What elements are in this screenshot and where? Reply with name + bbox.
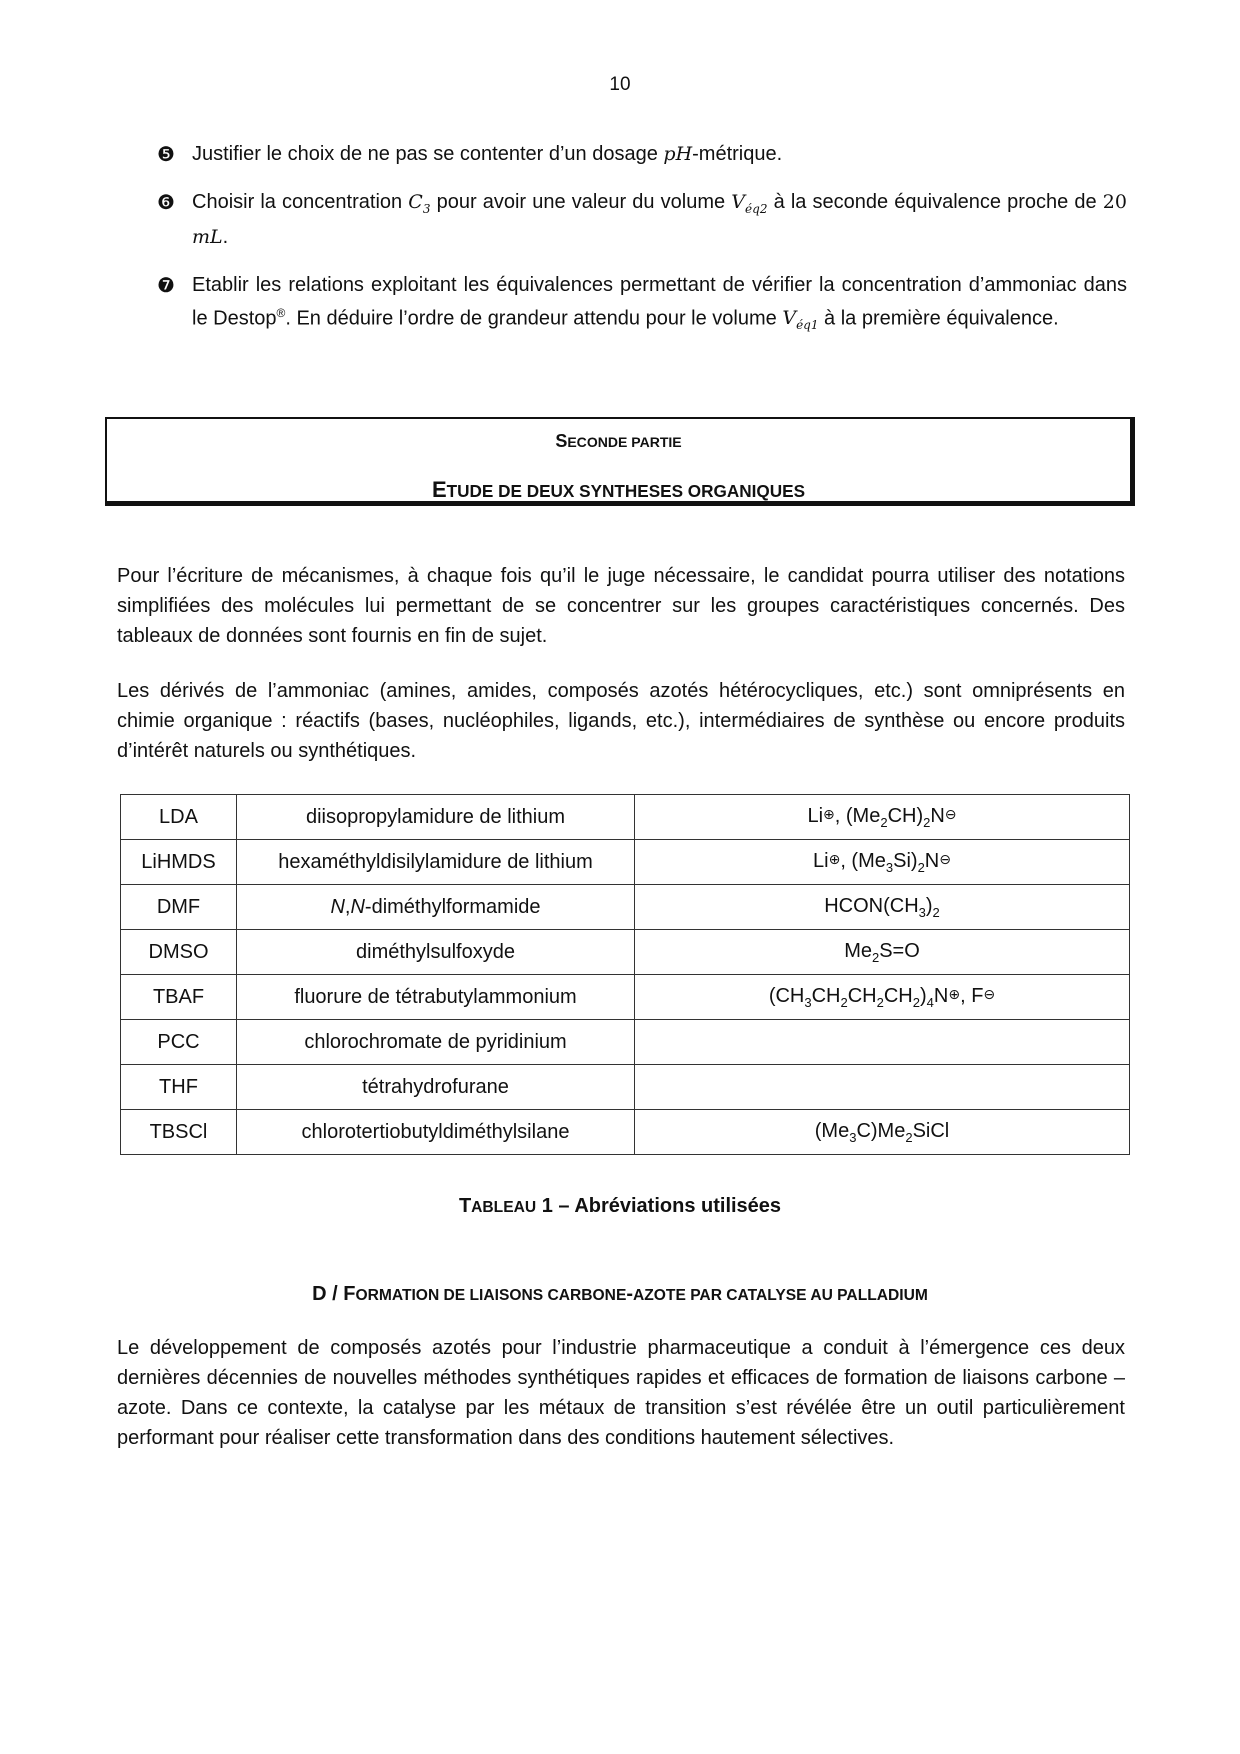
sub: 4 (926, 994, 934, 1010)
abbr-cell: TBAF (121, 975, 237, 1020)
sub: 3 (885, 859, 894, 875)
sub: 2 (917, 859, 925, 875)
text: à la seconde équivalence proche de (767, 191, 1103, 213)
f: C)Me (856, 1119, 906, 1142)
formula-cell (635, 795, 1130, 840)
formula-cell (635, 840, 1130, 885)
text: . (222, 225, 229, 248)
formula-cell (635, 930, 1130, 975)
math-symbol: V (731, 191, 746, 213)
question-list (157, 140, 1127, 359)
abbr-cell: DMF (121, 885, 237, 930)
sub: 2 (840, 994, 848, 1010)
table-row (121, 840, 1130, 885)
f: CH) (887, 804, 924, 827)
f: (Me (814, 1119, 850, 1142)
f: CH (847, 984, 877, 1007)
name-cell: fluorure de tétrabutylammonium (237, 975, 635, 1020)
question-text (192, 188, 1127, 251)
f: -diméthylformamide (364, 895, 541, 918)
f: N (930, 804, 945, 827)
f: N (924, 849, 940, 872)
sub: 2 (871, 949, 880, 965)
section-d-paragraph: Le développement de composés azotés pour l’industrie pharmaceutique a conduit à l’émergence ces deux dernières décennies de nouvelles méthodes synthétiques rapides et efficaces de formation de liaisons carbone – azote. Dans ce contexte, la catalyse par les métaux de transition s’est révélée être un outil particulièrement performant pour réaliser cette transformation dans des conditions hautement sélectives. (117, 1337, 1125, 1449)
name-cell (237, 885, 635, 930)
prefix: D / F (312, 1283, 356, 1305)
name-cell: hexaméthyldisilylamidure de lithium (237, 840, 635, 885)
f: CH (883, 984, 913, 1007)
text: à la première équivalence. (818, 307, 1059, 330)
smallcaps: ORMATION DE LIAISONS CARBONE (355, 1287, 627, 1304)
abbr-cell: THF (121, 1065, 237, 1110)
registered-mark: ® (276, 305, 286, 320)
italic-n: N (350, 895, 365, 918)
circled-number-5-icon: ❺ (157, 142, 175, 166)
formula-cell (635, 975, 1130, 1020)
table-row (121, 975, 1130, 1020)
smallcaps: ECONDE PARTIE (567, 434, 682, 450)
math-subscript: 3 (422, 201, 431, 216)
circled-number-7-icon: ❼ (157, 272, 175, 297)
math-unit: mL (192, 225, 223, 248)
dash: - (626, 1283, 634, 1305)
f: , (Me (834, 804, 881, 827)
page-number: 10 (609, 74, 631, 95)
table-row (121, 930, 1130, 975)
section-d-title (0, 1283, 1240, 1306)
math-subscript: éq1 (796, 318, 819, 333)
text: pour avoir une valeur du volume (430, 191, 732, 213)
formula-cell (635, 885, 1130, 930)
abbr-cell: DMSO (121, 930, 237, 975)
smallcaps: ABLEAU (471, 1199, 537, 1216)
math-c3 (408, 191, 431, 216)
smallcaps: TUDE DE DEUX SYNTHESES ORGANIQUES (446, 481, 806, 501)
italic-n: N (330, 895, 345, 918)
f: SiCl (912, 1119, 950, 1142)
abbr-cell: LiHMDS (121, 840, 237, 885)
f: N (933, 984, 949, 1007)
math-veq1 (782, 307, 819, 333)
sub: 2 (880, 814, 888, 830)
positive-charge-icon: ⊕ (828, 851, 841, 868)
f: ) (925, 894, 933, 917)
circled-number-6-icon: ❻ (157, 190, 175, 214)
f: Si) (893, 849, 918, 872)
name-cell: chlorotertiobutyldiméthylsilane (237, 1110, 635, 1155)
math-symbol: C (408, 191, 423, 213)
name-cell: diisopropylamidure de lithium (237, 795, 635, 840)
sub: 2 (923, 814, 931, 830)
table-row (121, 1020, 1130, 1065)
formula-cell (635, 1065, 1130, 1110)
text: Etablir les relations exploitant les équivalences permettant de vérifier la concentration d’ammoniac dans le Destop (192, 273, 1127, 330)
negative-charge-icon: ⊖ (983, 986, 996, 1003)
formula-cell (635, 1110, 1130, 1155)
math-veq2 (731, 191, 768, 216)
abbr-cell: PCC (121, 1020, 237, 1065)
math-ph: pH (663, 143, 693, 165)
question-text (192, 271, 1127, 339)
positive-charge-icon: ⊕ (823, 806, 835, 823)
f: S=O (879, 939, 920, 962)
f: Me (844, 939, 872, 962)
f: , (Me (840, 849, 886, 872)
name-cell: tétrahydrofurane (237, 1065, 635, 1110)
f: Li (813, 849, 829, 872)
math-subscript: éq2 (745, 201, 768, 216)
part-title-box (105, 417, 1135, 506)
part-title (107, 477, 1130, 503)
sub: 3 (849, 1129, 857, 1145)
negative-charge-icon: ⊖ (944, 806, 957, 823)
question-text (192, 140, 1127, 168)
table-row (121, 885, 1130, 930)
text: . En déduire l’ordre de grandeur attendu pour le volume (285, 307, 783, 330)
initial: E (431, 477, 447, 502)
question-5 (157, 140, 1127, 168)
sub: 2 (912, 994, 920, 1010)
f: (CH (768, 984, 805, 1007)
table-row (121, 1065, 1130, 1110)
initial: T (458, 1195, 472, 1217)
text: Choisir la concentration (192, 191, 409, 213)
name-cell: diméthylsulfoxyde (237, 930, 635, 975)
abbreviations-table (120, 794, 1130, 1155)
f: ) (919, 984, 927, 1007)
part-subtitle (107, 431, 1130, 452)
intro-paragraph-2: Les dérivés de l’ammoniac (amines, amides, composés azotés hétérocycliques, etc.) sont omniprésents en chimie organique : réactifs (bases, nucléophiles, ligands, etc.), intermédiaires de synthèse ou encore produits d’intérêt naturels ou synthétiques. (117, 680, 1125, 762)
sub: 3 (804, 994, 812, 1010)
table-row (121, 795, 1130, 840)
formula-cell (635, 1020, 1130, 1065)
name-cell: chlorochromate de pyridinium (237, 1020, 635, 1065)
sub: 2 (876, 994, 884, 1010)
smallcaps: AZOTE PAR CATALYSE AU PALLADIUM (633, 1287, 928, 1304)
text: -métrique. (692, 143, 783, 165)
sub: 2 (932, 904, 940, 920)
initial: S (555, 431, 568, 451)
negative-charge-icon: ⊖ (939, 851, 951, 868)
math-number: 20 (1102, 191, 1127, 213)
f: HCON(CH (824, 894, 919, 917)
f: CH (811, 984, 841, 1007)
question-7 (157, 271, 1127, 339)
positive-charge-icon: ⊕ (948, 986, 961, 1003)
f: Li (807, 804, 824, 827)
question-6 (157, 188, 1127, 251)
caption-text: 1 – Abréviations utilisées (536, 1195, 782, 1217)
sub: 2 (905, 1129, 913, 1145)
f: , (344, 895, 351, 918)
intro-paragraph-1: Pour l’écriture de mécanismes, à chaque fois qu’il le juge nécessaire, le candidat pourra utiliser des notations simplifiées des molécules lui permettant de se concentrer sur les groupes caractéristiques concernés. Des tableaux de données sont fournis en fin de sujet. (117, 565, 1125, 647)
math-symbol: V (782, 307, 797, 330)
table-caption (0, 1195, 1240, 1218)
abbr-cell: LDA (121, 795, 237, 840)
table-row (121, 1110, 1130, 1155)
sub: 3 (918, 904, 926, 920)
f: , F (960, 984, 984, 1007)
abbr-cell: TBSCl (121, 1110, 237, 1155)
text: Justifier le choix de ne pas se contenter d’un dosage (192, 143, 664, 165)
